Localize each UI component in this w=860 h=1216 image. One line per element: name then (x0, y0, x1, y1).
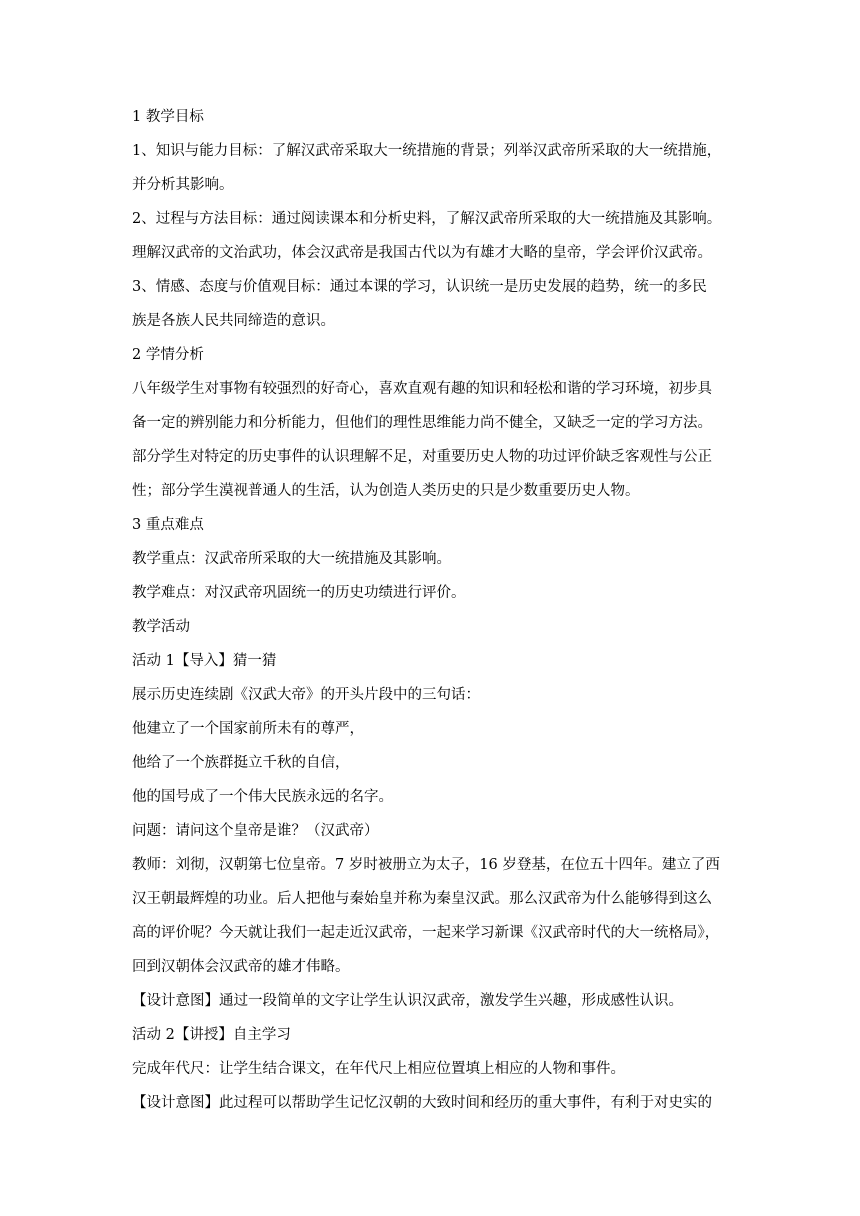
paragraph (132, 720, 736, 739)
text-line: 族是各族人民共同缔造的意识。 (132, 313, 335, 329)
text-line: 【设计意图】此过程可以帮助学生记忆汉朝的大致时间和经历的重大事件，有利于对史实的 (132, 1095, 712, 1111)
paragraph (132, 108, 736, 127)
text-line: 问题：请问这个皇帝是谁？（汉武帝） (132, 823, 379, 839)
paragraph (132, 142, 736, 195)
text-line: 完成年代尺：让学生结合课文，在年代尺上相应位置填上相应的人物和事件。 (132, 1061, 625, 1077)
paragraph (132, 278, 736, 331)
text-line: 1、知识与能力目标：了解汉武帝采取大一统措施的背景；列举汉武帝所采取的大一统措施， (132, 143, 722, 159)
paragraph (132, 346, 736, 365)
paragraph (132, 1026, 736, 1045)
paragraph (132, 516, 736, 535)
text-line: 3 重点难点 (132, 517, 204, 533)
text-line: 高的评价呢？今天就让我们一起走近汉武帝，一起来学习新课《汉武帝时代的大一统格局》， (132, 925, 720, 941)
text-line: 部分学生对特定的历史事件的认识理解不足，对重要历史人物的功过评价缺乏客观性与公正 (132, 449, 712, 465)
text-line: 1 教学目标 (132, 109, 204, 125)
text-line: 他的国号成了一个伟大民族永远的名字。 (132, 789, 393, 805)
document-body (132, 108, 736, 1128)
text-line: 2 学情分析 (132, 347, 204, 363)
paragraph (132, 584, 736, 603)
text-line: 他给了一个族群挺立千秋的自信， (132, 755, 350, 771)
paragraph (132, 618, 736, 637)
paragraph (132, 822, 736, 841)
text-line: 教学重点：汉武帝所采取的大一统措施及其影响。 (132, 551, 451, 567)
text-line: 备一定的辨别能力和分析能力，但他们的理性思维能力尚不健全，又缺乏一定的学习方法。 (132, 415, 712, 431)
text-line: 并分析其影响。 (132, 177, 234, 193)
text-line: 【设计意图】通过一段简单的文字让学生认识汉武帝，激发学生兴趣，形成感性认识。 (132, 993, 683, 1009)
paragraph (132, 380, 736, 501)
text-line: 理解汉武帝的文治武功，体会汉武帝是我国古代以为有雄才大略的皇帝，学会评价汉武帝。 (132, 245, 712, 261)
text-line: 他建立了一个国家前所未有的尊严， (132, 721, 364, 737)
text-line: 回到汉朝体会汉武帝的雄才伟略。 (132, 959, 350, 975)
paragraph (132, 1094, 736, 1113)
text-line: 性；部分学生漠视普通人的生活，认为创造人类历史的只是少数重要历史人物。 (132, 483, 640, 499)
paragraph (132, 992, 736, 1011)
text-line: 教学活动 (132, 619, 190, 635)
text-line: 汉王朝最辉煌的功业。后人把他与秦始皇并称为秦皇汉武。那么汉武帝为什么能够得到这么 (132, 891, 712, 907)
paragraph (132, 788, 736, 807)
paragraph (132, 754, 736, 773)
text-line: 3、情感、态度与价值观目标：通过本课的学习，认识统一是历史发展的趋势，统一的多民 (132, 279, 707, 295)
text-line: 教学难点：对汉武帝巩固统一的历史功绩进行评价。 (132, 585, 466, 601)
text-line: 活动 1【导入】猜一猜 (132, 653, 277, 669)
paragraph (132, 550, 736, 569)
paragraph (132, 210, 736, 263)
text-line: 2、过程与方法目标：通过阅读课本和分析史料，了解汉武帝所采取的大一统措施及其影响。 (132, 211, 722, 227)
paragraph (132, 686, 736, 705)
paragraph (132, 652, 736, 671)
text-line: 教师：刘彻，汉朝第七位皇帝。7 岁时被册立为太子，16 岁登基，在位五十四年。建立了西 (132, 857, 720, 873)
paragraph (132, 856, 736, 977)
text-line: 八年级学生对事物有较强烈的好奇心，喜欢直观有趣的知识和轻松和谐的学习环境，初步具 (132, 381, 712, 397)
paragraph (132, 1060, 736, 1079)
text-line: 活动 2【讲授】自主学习 (132, 1027, 291, 1043)
text-line: 展示历史连续剧《汉武大帝》的开头片段中的三句话： (132, 687, 480, 703)
